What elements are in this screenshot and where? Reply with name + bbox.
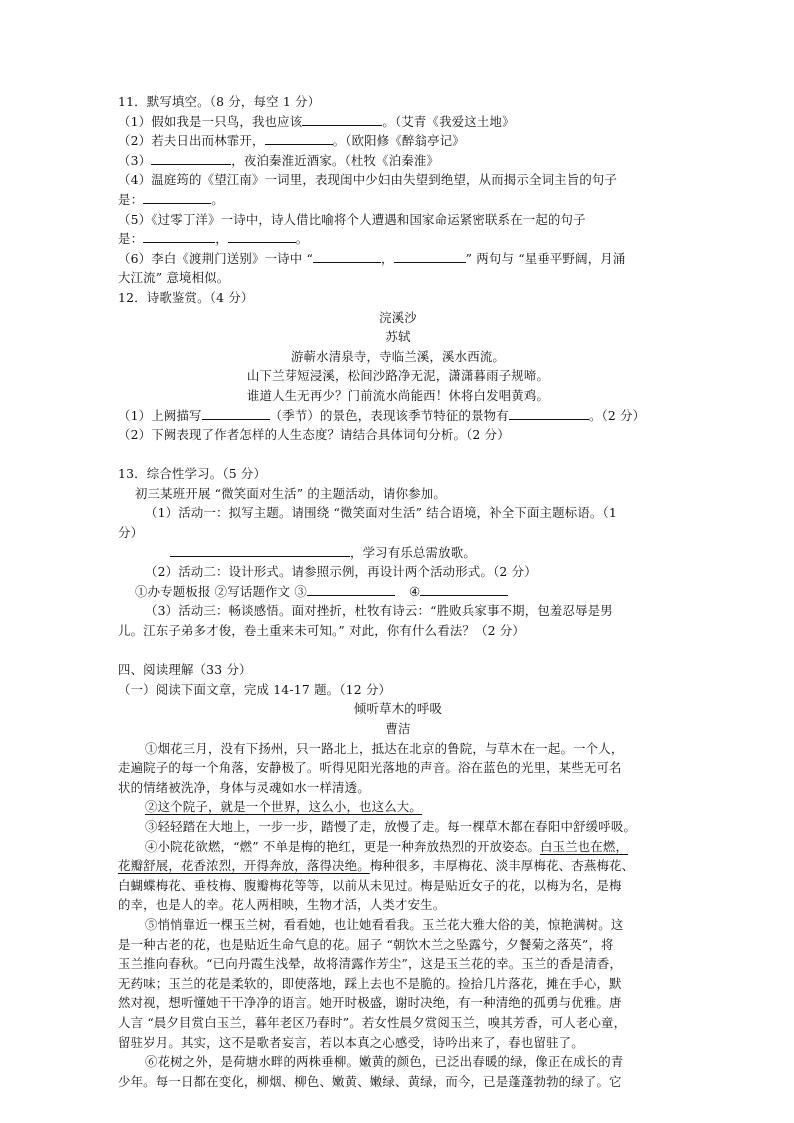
answer-blank[interactable] bbox=[143, 191, 211, 204]
article-line: ⑤悄悄靠近一棵玉兰树，看看她，也让她看看我。玉兰花大雅大俗的美，惊艳满树。这 bbox=[145, 916, 624, 932]
poem-line1: 游蕲水清泉寺，寺临兰溪，溪水西流。 bbox=[290, 348, 506, 364]
q11-line2: （2）若夫日出而林霏开， 。（欧阳修《醉翁亭记》 bbox=[118, 133, 465, 149]
article-line: 留驻岁月。其实，这不是歌者妄言，若以本真之心感受，诗吟出来了，春也留驻了。 bbox=[118, 1034, 584, 1050]
q11-line6: （6）李白《渡荆门送别》一诗中 “ ， ” 两句与 “星垂平野阔，月涌 bbox=[118, 250, 626, 266]
article-line: 状的情绪被洗净，身体与灵魂如水一样清透。 bbox=[118, 779, 370, 795]
q12-sub2: （2）下阙表现了作者怎样的人生态度？请结合具体词句分析。（2 分） bbox=[118, 427, 510, 443]
article-line: 走遍院子的每一个角落，安静极了。听得见阳光落地的声音。浴在蓝色的光里，某些无可名 bbox=[118, 760, 622, 776]
article-line: 然对视，想听懂她干干净净的语言。她开时极盛，谢时决绝，有一种清绝的孤勇与优雅。唐 bbox=[118, 995, 622, 1011]
answer-blank[interactable] bbox=[509, 407, 589, 420]
answer-blank[interactable] bbox=[307, 583, 395, 596]
article-para2: ②这个院子，就是一个世界，这么小，也这么大。 bbox=[145, 799, 422, 815]
q12-title: 12．诗歌鉴赏。（4 分） bbox=[118, 289, 254, 305]
article-para4b: 花瓣舒展，花香浓烈，开得奔放，落得决绝。梅种很多，丰厚梅花、淡丰厚梅花、杏燕梅花、 bbox=[118, 858, 635, 874]
answer-blank[interactable] bbox=[151, 152, 231, 165]
article-line: 人言 “晨夕目赏白玉兰，暮年老区乃春时”。若女性晨夕赏阅玉兰，嗅其芳香，可人老心童， bbox=[118, 1014, 627, 1030]
q13-activity3: （3）活动三：畅谈感悟。面对挫折，杜牧有诗云：“胜败兵家事不期，包羞忍辱是男 bbox=[145, 603, 613, 619]
q13-activity2-forms: ①办专题板报 ②写话题作文 ③ ④ bbox=[118, 582, 678, 602]
article-line: ⑥花树之外，是荷塘水畔的两株垂柳。嫩黄的颜色，已泛出春暖的绿，像正在成长的青 bbox=[145, 1054, 624, 1070]
section4-sub: （一）阅读下面文章，完成 14-17 题。（12 分） bbox=[118, 681, 392, 697]
article-line: 白蝴蝶梅花、垂枝梅、腹瓣梅花等等，以前从未见过。梅是贴近女子的花，以梅为名，是梅 bbox=[118, 877, 622, 893]
q11-title: 11．默写填空。（8 分，每空 1 分） bbox=[118, 94, 321, 109]
q11-line5: （5）《过零丁洋》一诗中，诗人借比喻将个人遭遇和国家命运紧密联系在一起的句子 bbox=[118, 211, 586, 227]
q13-activity1: （1）活动一：拟写主题。请围绕 “微笑面对生活” 结合语境，补全下面主题标语。（1 bbox=[145, 505, 617, 521]
answer-blank[interactable] bbox=[202, 407, 270, 420]
section4-title: 四、阅读理解（33 分） bbox=[118, 662, 252, 678]
answer-blank[interactable] bbox=[302, 113, 382, 126]
answer-blank[interactable] bbox=[313, 250, 381, 263]
q11-line4b: 是： 。 bbox=[118, 191, 224, 207]
q11-line1: （1）假如我是一只鸟，我也应该 。（艾青《我爱这土地》 bbox=[118, 113, 515, 129]
q11-line5b: 是： ， 。 bbox=[118, 231, 309, 247]
article-author: 曹洁 bbox=[385, 721, 411, 736]
article-line: 是一种古老的花，也是贴近生命气息的花。屈子 “朝饮木兰之坠露兮，夕餐菊之落英”，将 bbox=[118, 936, 614, 952]
q11-line3: （3） ，夜泊秦淮近酒家。（杜牧《泊秦淮》 bbox=[118, 152, 440, 168]
q13-intro: 初三某班开展 “微笑面对生活” 的主题活动，请你参加。 bbox=[135, 485, 446, 501]
q13-activity3b: 儿。江东子弟多才俊，卷土重来未可知。” 对此，你有什么看法？（2 分） bbox=[118, 623, 526, 639]
q13-activity1-score: 分） bbox=[118, 525, 144, 541]
q13-title: 13．综合性学习。（5 分） bbox=[118, 466, 267, 482]
q13-activity2: （2）活动二：设计形式。请参照示例，再设计两个活动形式。（2 分） bbox=[145, 564, 537, 580]
article-line: 的幸，也是人的幸。花人两相映，生物才活，人类才安生。 bbox=[118, 897, 446, 913]
article-para3: ③轻轻踏在大地上，一步一步，踏慢了走，放慢了走。每一棵草木都在春阳中舒缓呼吸。 bbox=[145, 818, 637, 834]
article-line: 少年。每一日都在变化，柳烟、柳色、嫩黄、嫩绿、黄绿，而今，已是蓬蓬勃勃的绿了。它 bbox=[118, 1073, 622, 1089]
answer-blank[interactable] bbox=[394, 250, 466, 263]
q13-slogan: ，学习有乐总需放歌。 bbox=[118, 543, 678, 563]
q11-line4: （4）温庭筠的《望江南》一词里，表现闺中少妇由失望到绝望，从而揭示全词主旨的句子 bbox=[118, 172, 618, 188]
poem-line3: 谁道人生无再少？门前流水尚能西！休将白发唱黄鸡。 bbox=[246, 387, 550, 403]
answer-blank[interactable] bbox=[420, 583, 508, 596]
poem-line2: 山下兰芽短浸溪，松间沙路净无泥，潇潇暮雨子规啼。 bbox=[246, 368, 550, 384]
article-line: ①烟花三月，没有下扬州，只一路北上，抵达在北京的鲁院，与草木在一起。一个人， bbox=[145, 740, 624, 756]
poem-title: 浣溪沙 bbox=[379, 309, 417, 325]
q12-sub1: （1）上阙描写 （季节）的景色，表现该季节特征的景物有 。（2 分） bbox=[118, 407, 646, 423]
q11-line6b: 大江流” 意境相似。 bbox=[118, 270, 230, 286]
answer-blank[interactable] bbox=[170, 544, 350, 557]
answer-blank[interactable] bbox=[265, 132, 333, 145]
poem-author: 苏轼 bbox=[385, 329, 411, 345]
article-title: 倾听草木的呼吸 bbox=[353, 701, 443, 717]
answer-blank[interactable] bbox=[143, 230, 215, 243]
exam-page bbox=[118, 92, 678, 1091]
article-para4: ④小院花欲燃，“燃” 不单是梅的艳红，更是一种奔放热烈的开放姿态。白玉兰也在燃， bbox=[145, 838, 629, 854]
answer-blank[interactable] bbox=[228, 230, 296, 243]
article-line: 无药味；玉兰的花是柔软的，即使落地，踩上去也不是脆的。捡拾几片落花，摊在手心，默 bbox=[118, 975, 622, 991]
article-line: 玉兰推向春秋。“已向丹霞生浅晕，故将清露作芳尘”，这是玉兰花的幸。玉兰的香是清香， bbox=[118, 956, 623, 972]
